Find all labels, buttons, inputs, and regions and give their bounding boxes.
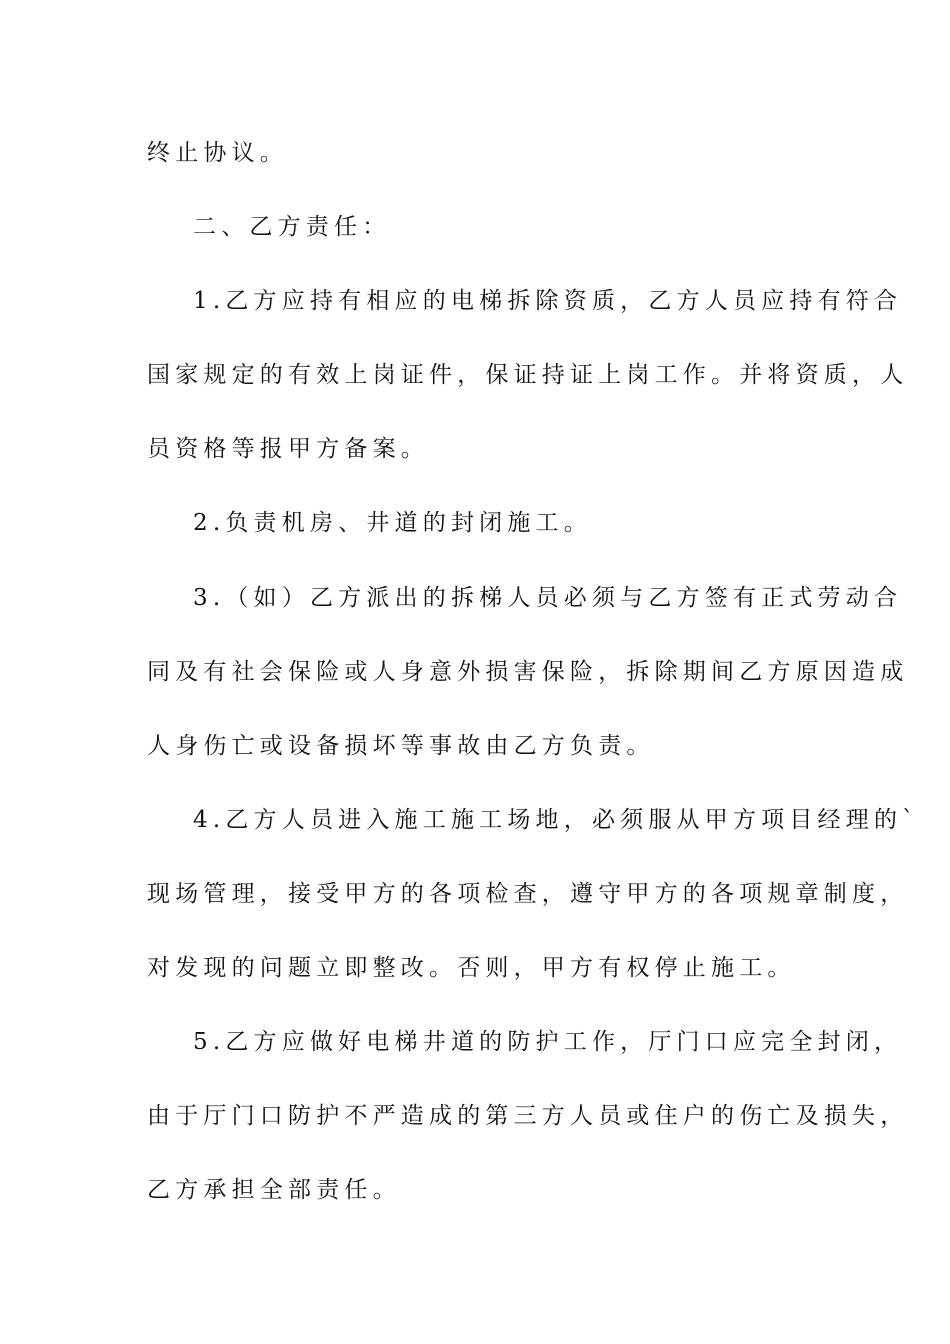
item-4-line-1: 4.乙方人员进入施工施工场地，必须服从甲方项目经理的` — [193, 807, 919, 833]
item-5-line-3: 乙方承担全部责任。 — [147, 1177, 401, 1203]
item-3-line-2: 同及有社会保险或人身意外损害保险，拆除期间乙方原因造成 — [147, 659, 909, 685]
item-1-line-2: 国家规定的有效上岗证件，保证持证上岗工作。并将资质，人 — [147, 362, 909, 388]
item-4-line-3: 对发现的问题立即整改。否则，甲方有权停止施工。 — [147, 955, 796, 981]
item-4-line-2: 现场管理，接受甲方的各项检查，遵守甲方的各项规章制度， — [147, 881, 909, 907]
item-2-line-1: 2.负责机房、井道的封闭施工。 — [193, 510, 592, 536]
item-3-line-1: 3.（如）乙方派出的拆梯人员必须与乙方签有正式劳动合 — [193, 585, 903, 611]
item-1-line-1: 1.乙方应持有相应的电梯拆除资质，乙方人员应持有符合 — [193, 288, 903, 314]
item-5-line-1: 5.乙方应做好电梯井道的防护工作，厅门口应完全封闭， — [193, 1029, 903, 1055]
text-line-1: 终止协议。 — [147, 140, 288, 166]
item-5-line-2: 由于厅门口防护不严造成的第三方人员或住户的伤亡及损失， — [147, 1103, 909, 1129]
item-1-line-3: 员资格等报甲方备案。 — [147, 436, 429, 462]
item-3-line-3: 人身伤亡或设备损坏等事故由乙方负责。 — [147, 733, 655, 759]
section-heading: 二、乙方责任： — [193, 214, 391, 240]
